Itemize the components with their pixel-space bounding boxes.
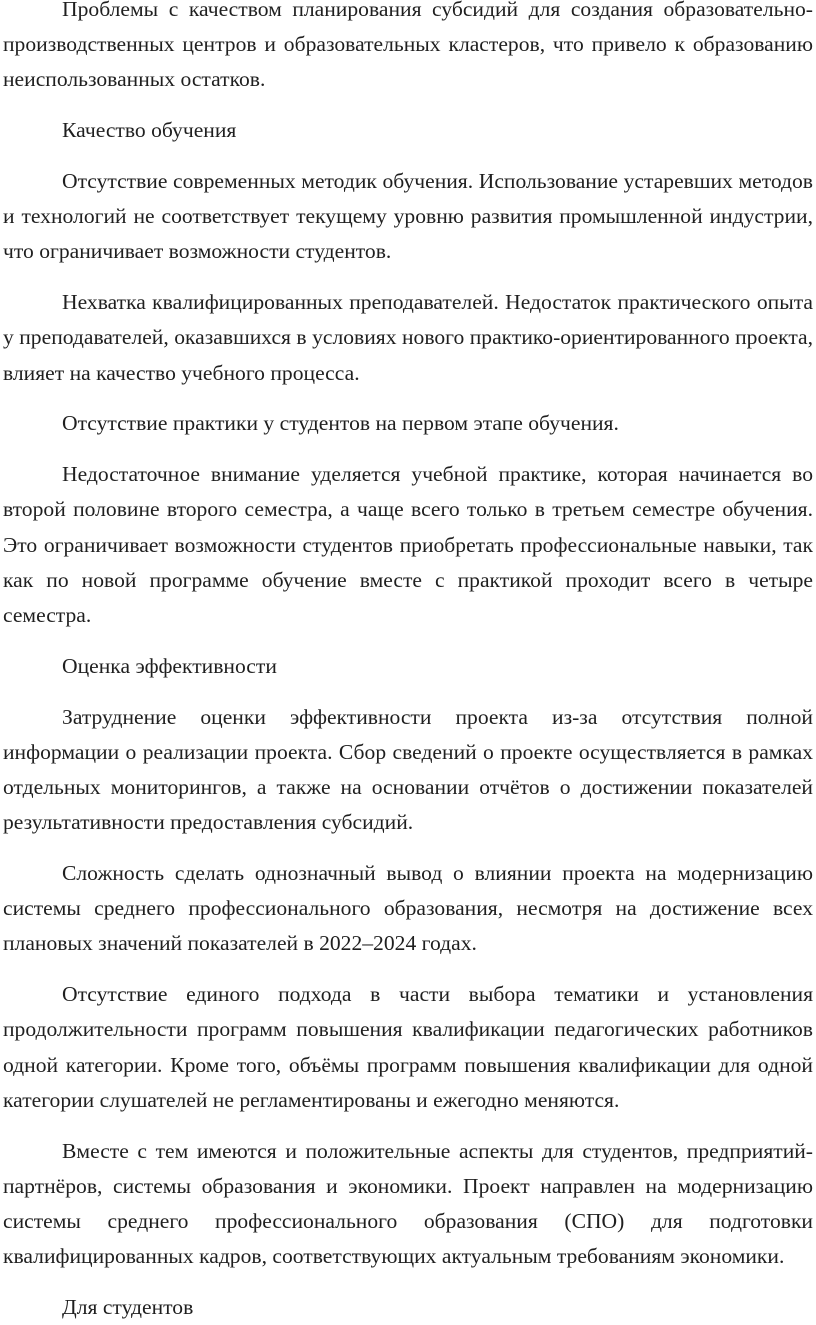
heading-efficiency-assessment: Оценка эффективности xyxy=(62,653,277,678)
heading-for-students: Для студентов xyxy=(62,1295,194,1320)
paragraph-modern-methods: Отсутствие современных методик обучения. Использование устаревших методов и технологий не соответствует текущему уровню развития промышленной индустрии, что ограничивает возможности студентов. xyxy=(3,169,813,264)
heading-education-quality: Качество обучения xyxy=(62,118,237,143)
paragraph-conclusion-difficulty: Сложность сделать однозначный вывод о влиянии проекта на модернизацию системы среднего профессионального образования, несмотря на достижение всех плановых значений показателей в 2022–2024 годах. xyxy=(3,861,813,956)
paragraph-teacher-shortage: Нехватка квалифицированных преподавателей. Недостаток практического опыта у преподавателей, оказавшихся в условиях нового практико-ориентированного проекта, влияет на качество учебного процесса. xyxy=(3,290,813,385)
paragraph-assessment-difficulty: Затруднение оценки эффективности проекта из-за отсутствия полной информации о реализации проекта. Сбор сведений о проекте осуществляется в рамках отдельных мониторингов, а также на основании отчётов о достижении показателей результативности предоставления субсидий. xyxy=(3,704,813,835)
heading-no-practice: Отсутствие практики у студентов на первом этапе обучения. xyxy=(62,411,619,436)
paragraph-subsidy-planning: Проблемы с качеством планирования субсидий для создания образовательно-производственных центров и образовательных кластеров, что привело к образованию неиспользованных остатков. xyxy=(3,0,813,92)
paragraph-positive-aspects: Вместе с тем имеются и положительные аспекты для студентов, предприятий-партнёров, системы образования и экономики. Проект направлен на модернизацию системы среднего профессионального образования (СПО) для подготовки квалифицированных кадров, соответствующих актуальным требованиям экономики. xyxy=(3,1138,813,1269)
paragraph-practice-attention: Недостаточное внимание уделяется учебной практике, которая начинается во второй половине второго семестра, а чаще всего только в третьем семестре обучения. Это ограничивает возможности студентов приобретать профессиональные навыки, так как по новой программе обучение вместе с практикой проходит всего в четыре семестра. xyxy=(3,462,813,628)
paragraph-unified-approach: Отсутствие единого подхода в части выбора тематики и установления продолжительности программ повышения квалификации педагогических работников одной категории. Кроме того, объёмы программ повышения квалификации для одной категории слушателей не регламентированы и ежегодно меняются. xyxy=(3,982,813,1112)
